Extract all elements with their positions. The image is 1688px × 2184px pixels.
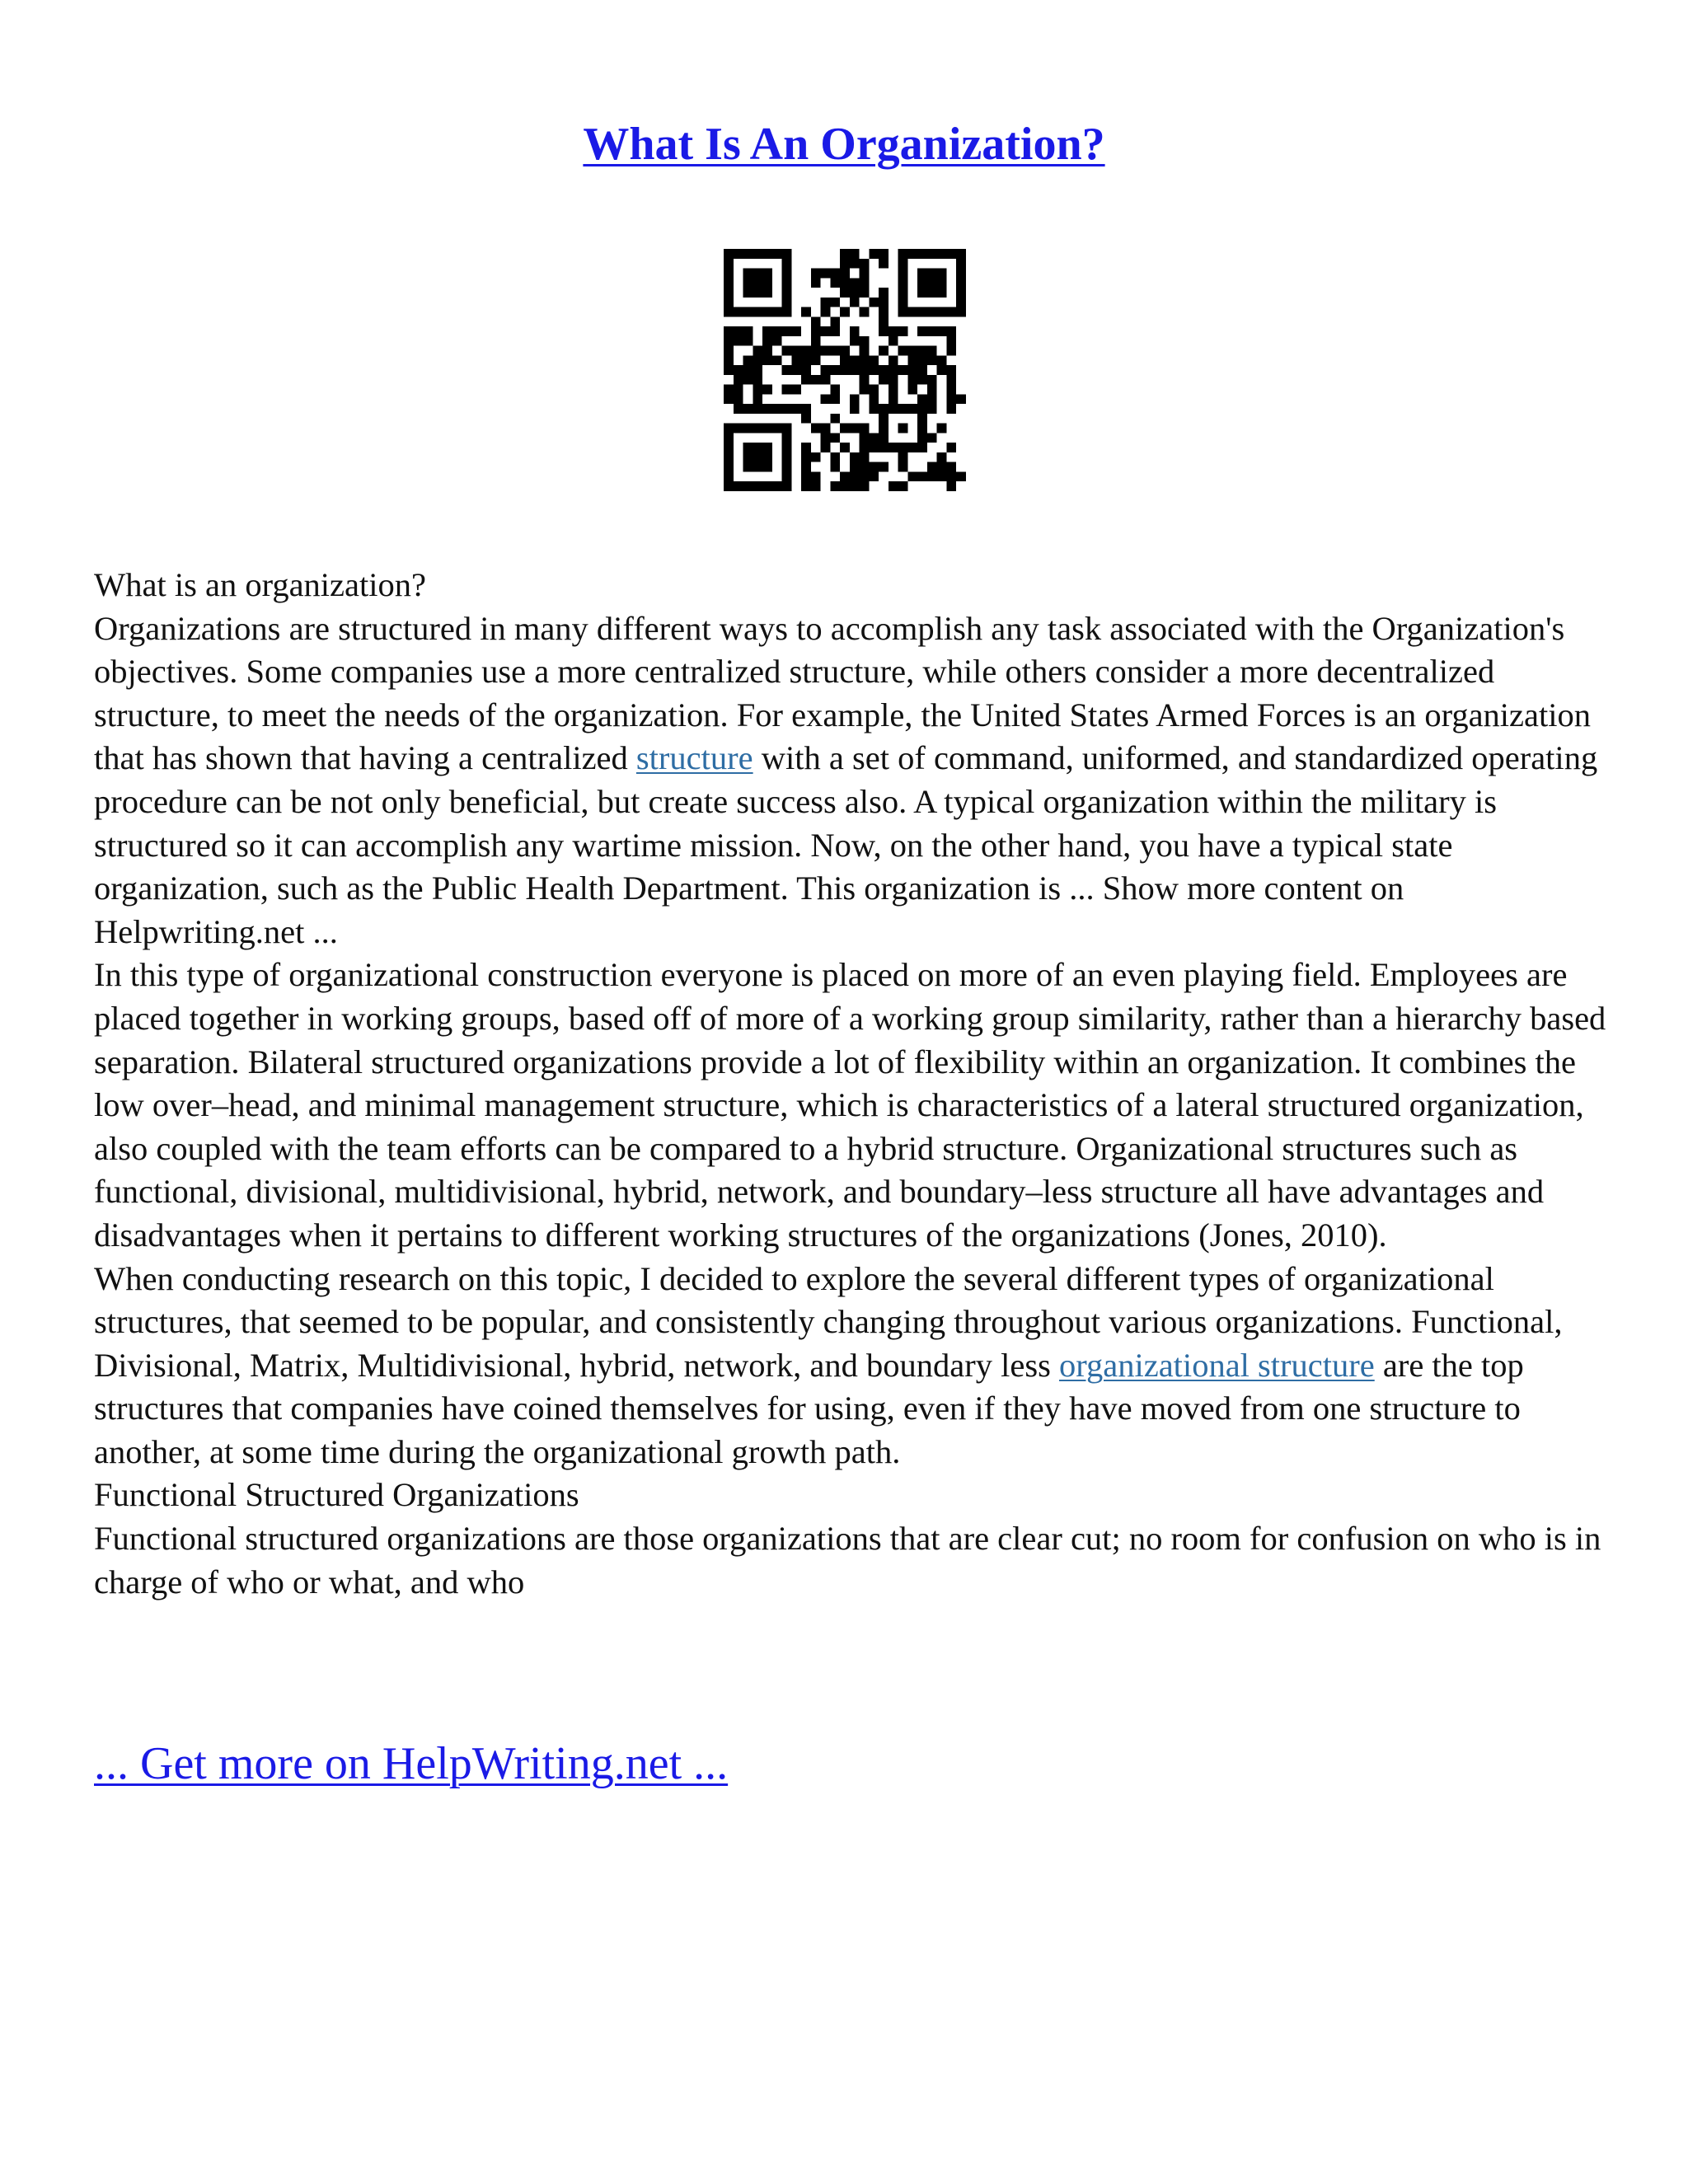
title-link[interactable]: What Is An Organization?	[583, 119, 1105, 170]
get-more-link[interactable]: ... Get more on HelpWriting.net ...	[94, 1738, 729, 1789]
page-title	[0, 115, 1688, 173]
section-heading-functional: Functional Structured Organizations	[94, 1476, 579, 1514]
article-body	[94, 564, 1611, 1604]
paragraph-question: What is an organization?	[94, 566, 426, 603]
qr-code-icon	[724, 249, 966, 491]
paragraph-intro-part-1: Organizations are structured in many different ways to accomplish any task associated with the Organization's objectives. Some companies use a more centralized structure, while others consider a more decentralized structure, to meet the needs of the organization. For example, the United States Armed Forces is an organization that has shown that having a centralized	[94, 609, 1592, 777]
paragraph-research-part-2: are the top structures that companies have coined themselves for using, even if they have moved from one structure to another, at some time during the organizational growth path.	[94, 1346, 1524, 1470]
organizational-structure-link[interactable]: organizational structure	[1059, 1346, 1375, 1384]
paragraph-construction: In this type of organizational construction everyone is placed on more of an even playing field. Employees are placed together in working groups, based off of more of a working group similarity, rather than a hierarchy based separation. Bilateral structured organizations provide a lot of flexibility within an organization. It combines the low over–head, and minimal management structure, which is characteristics of a lateral structured organization, also coupled with the team efforts can be compared to a hybrid structure. Organizational structures such as functional, divisional, multidivisional, hybrid, network, and boundary–less structure all have advantages and disadvantages when it pertains to different working structures of the organizations (Jones, 2010).	[94, 956, 1606, 1254]
paragraph-functional: Functional structured organizations are those organizations that are clear cut; no room for confusion on who is in charge of who or what, and who	[94, 1520, 1601, 1601]
paragraph-intro-part-2: with a set of command, uniformed, and standardized operating procedure can be not only beneficial, but create success also. A typical organization within the military is structured so it can accomplish any wartime mission. Now, on the other hand, you have a typical state organization, such as the Public Health Department. This organization is ... Show more content on Helpwriting.net ...	[94, 739, 1598, 950]
paragraph-research-part-1: When conducting research on this topic, I decided to explore the several different types of organizational structures, that seemed to be popular, and consistently changing throughout various organizations. Functional, Divisional, Matrix, Multidivisional, hybrid, network, and boundary less	[94, 1259, 1563, 1384]
paragraph-research	[94, 1258, 1611, 1474]
get-more-container	[94, 1735, 728, 1793]
structure-link[interactable]: structure	[635, 739, 753, 777]
paragraph-intro	[94, 607, 1611, 954]
